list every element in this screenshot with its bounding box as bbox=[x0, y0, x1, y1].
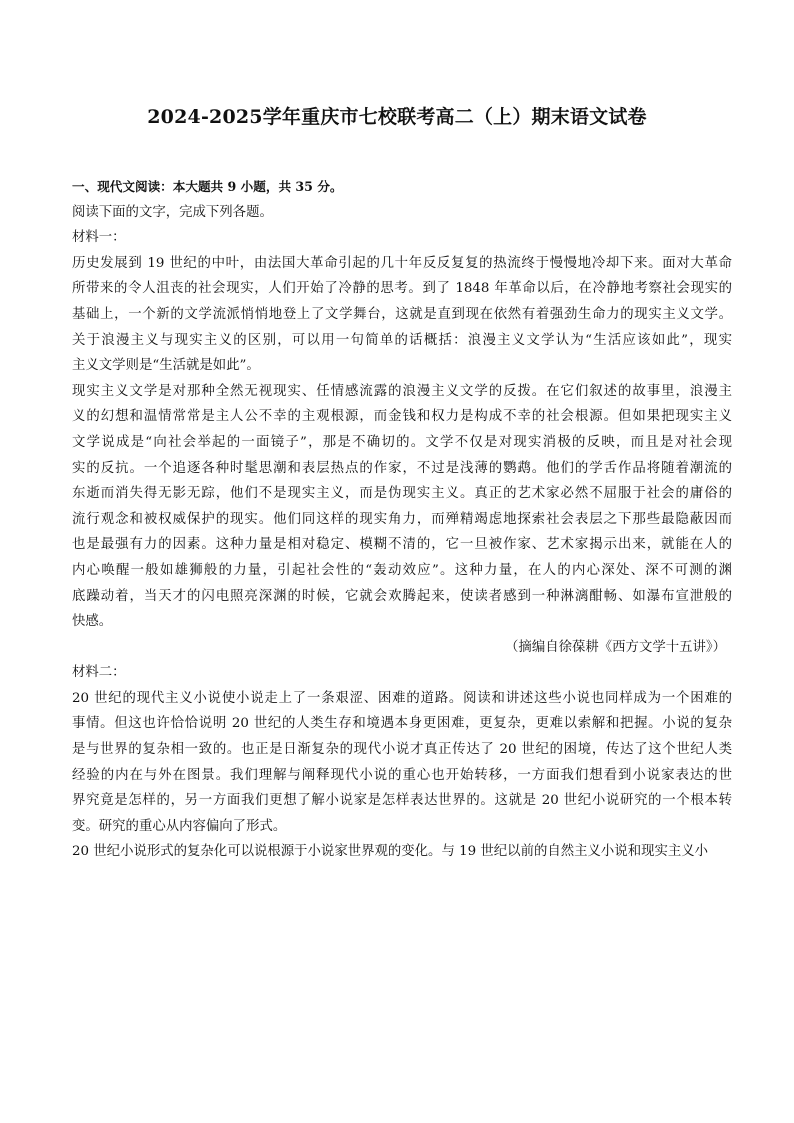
text-line: 现实主义文学是对那种全然无视现实、任情感流露的浪漫主义文学的反拨。在它们叙述的故事里，浪漫主 bbox=[72, 383, 732, 399]
text-line: 界究竟是怎样的，另一方面我们更想了解小说家是怎样表达世界的。这就是 20 世纪小说研究的一个根本转 bbox=[72, 793, 732, 809]
text-line: 实的反抗。一个追逐各种时髦思潮和表层热点的作家，不过是浅薄的鹦鹉。他们的学舌作品将随着潮流的 bbox=[72, 460, 732, 476]
text-line: 变。研究的重心从内容偏向了形式。 bbox=[72, 818, 287, 834]
text-line: 是与世界的复杂相一致的。也正是日渐复杂的现代小说才真正传达了 20 世纪的困境，传达了这个世纪人类 bbox=[72, 742, 732, 758]
material-1-source: （摘编自徐葆耕《西方文学十五讲》） bbox=[505, 639, 726, 655]
section-heading: 一、现代文阅读：本大题共 9 小题，共 35 分。 bbox=[72, 179, 343, 194]
instruction-text: 阅读下面的文字，完成下列各题。 bbox=[72, 204, 273, 220]
text-line: 东逝而消失得无影无踪，他们不是现实主义，而是伪现实主义。真正的艺术家必然不屈服于社会的庸俗的 bbox=[72, 486, 732, 502]
text-line: 20 世纪的现代主义小说使小说走上了一条艰涩、困难的道路。阅读和讲述这些小说也同样成为一个困难的 bbox=[72, 690, 732, 706]
text-line: 文学说成是“向社会举起的一面镜子”，那是不确切的。文学不仅是对现实消极的反映，而且是对社会现 bbox=[72, 434, 732, 450]
text-line: 历史发展到 19 世纪的中叶，由法国大革命引起的几十年反反复复的热流终于慢慢地冷却下来。面对大革命 bbox=[72, 255, 732, 271]
text-line: 底躁动着，当天才的闪电照亮深渊的时候，它就会欢腾起来，使读者感到一种淋漓酣畅、如瀑布宣泄般的 bbox=[72, 588, 732, 604]
text-line: 快感。 bbox=[72, 614, 113, 630]
text-line: 事情。但这也许恰恰说明 20 世纪的人类生存和境遇本身更困难，更复杂，更难以索解和把握。小说的复杂 bbox=[72, 716, 732, 732]
text-line: 义的幻想和温情常常是主人公不幸的主观根源，而金钱和权力是构成不幸的社会根源。但如果把现实主义 bbox=[72, 409, 732, 425]
text-line: 关于浪漫主义与现实主义的区别，可以用一句简单的话概括：浪漫主义文学认为“生活应该如此”，现实 bbox=[72, 332, 732, 348]
document-body bbox=[72, 174, 732, 865]
material-1-label: 材料一： bbox=[72, 230, 126, 246]
text-line: 也是最强有力的因素。这种力量是相对稳定、模糊不清的，它一旦被作家、艺术家揭示出来，就能在人的 bbox=[72, 537, 732, 553]
material-2-paragraphs bbox=[72, 686, 732, 865]
material-1-paragraphs bbox=[72, 251, 732, 635]
text-line: 20 世纪小说形式的复杂化可以说根源于小说家世界观的变化。与 19 世纪以前的自然主义小说和现实主义小 bbox=[72, 844, 709, 860]
material-2-label: 材料二： bbox=[72, 665, 126, 681]
text-line: 基础上，一个新的文学流派悄悄地登上了文学舞台，这就是直到现在依然有着强劲生命力的现实主义文学。 bbox=[72, 306, 732, 322]
text-line: 主义文学则是“生活就是如此”。 bbox=[72, 358, 260, 374]
text-line: 所带来的令人沮丧的社会现实，人们开始了冷静的思考。到了 1848 年革命以后，在冷静地考察社会现实的 bbox=[72, 281, 732, 297]
text-line: 内心唤醒一般如雄狮般的力量，引起社会性的“轰动效应”。这种力量，在人的内心深处、深不可测的渊 bbox=[72, 562, 732, 578]
text-line: 流行观念和被权威保护的现实。他们同这样的现实角力，而殚精竭虑地探索社会表层之下那些最隐蔽因而 bbox=[72, 511, 732, 527]
page-title: 2024-2025学年重庆市七校联考高二（上）期末语文试卷 bbox=[147, 106, 647, 128]
text-line: 经验的内在与外在图景。我们理解与阐释现代小说的重心也开始转移，一方面我们想看到小说家表达的世 bbox=[72, 767, 732, 783]
